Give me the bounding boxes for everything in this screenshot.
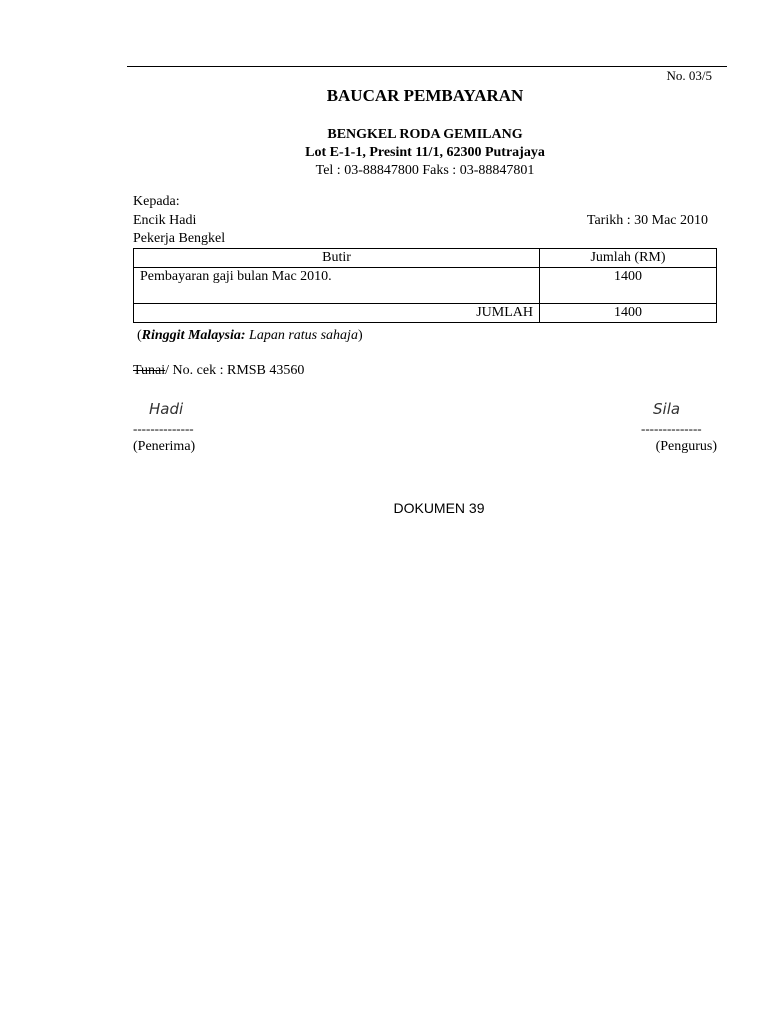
company-contact: Tel : 03-88847800 Faks : 03-88847801 [315,163,535,178]
total-label: JUMLAH [134,304,540,323]
words-label: Ringgit Malaysia: [141,328,246,343]
top-rule [127,66,727,67]
recipient-role: Pekerja Bengkel [133,231,226,246]
words-value: Lapan ratus sahaja [249,328,358,343]
receiver-label: (Penerima) [133,439,196,454]
column-header-item: Butir [134,249,540,268]
words-close-paren: ) [357,328,363,343]
total-row [134,304,717,323]
table-row [134,268,717,304]
table-header-row [134,249,717,268]
column-header-amount: Jumlah (RM) [540,249,717,268]
manager-label: (Pengurus) [655,439,717,454]
total-amount: 1400 [540,304,717,323]
voucher-date: Tarikh : 30 Mac 2010 [586,213,708,228]
receiver-signature-line: -------------- [133,421,194,436]
voucher-number: No. 03/5 [666,68,712,83]
amount-in-words [137,328,363,344]
to-label: Kepada: [133,194,180,209]
company-address: Lot E-1-1, Presint 11/1, 62300 Putrajaya [305,145,545,160]
recipient-name: Encik Hadi [133,213,197,228]
payment-method [133,363,304,379]
voucher-title: BAUCAR PEMBAYARAN [326,86,524,105]
item-description: Pembayaran gaji bulan Mac 2010. [134,268,540,304]
item-amount: 1400 [540,268,717,304]
cheque-number: / No. cek : RMSB 43560 [165,363,305,378]
payment-table [133,248,717,323]
document-footer: DOKUMEN 39 [393,500,485,516]
cash-option-struck: Tunai [133,363,166,378]
receiver-signature: Hadi [149,400,184,418]
company-name: BENGKEL RODA GEMILANG [327,127,523,142]
manager-signature-line: -------------- [641,421,702,436]
words-open-paren: ( [137,328,142,343]
manager-signature: Sila [653,400,681,418]
